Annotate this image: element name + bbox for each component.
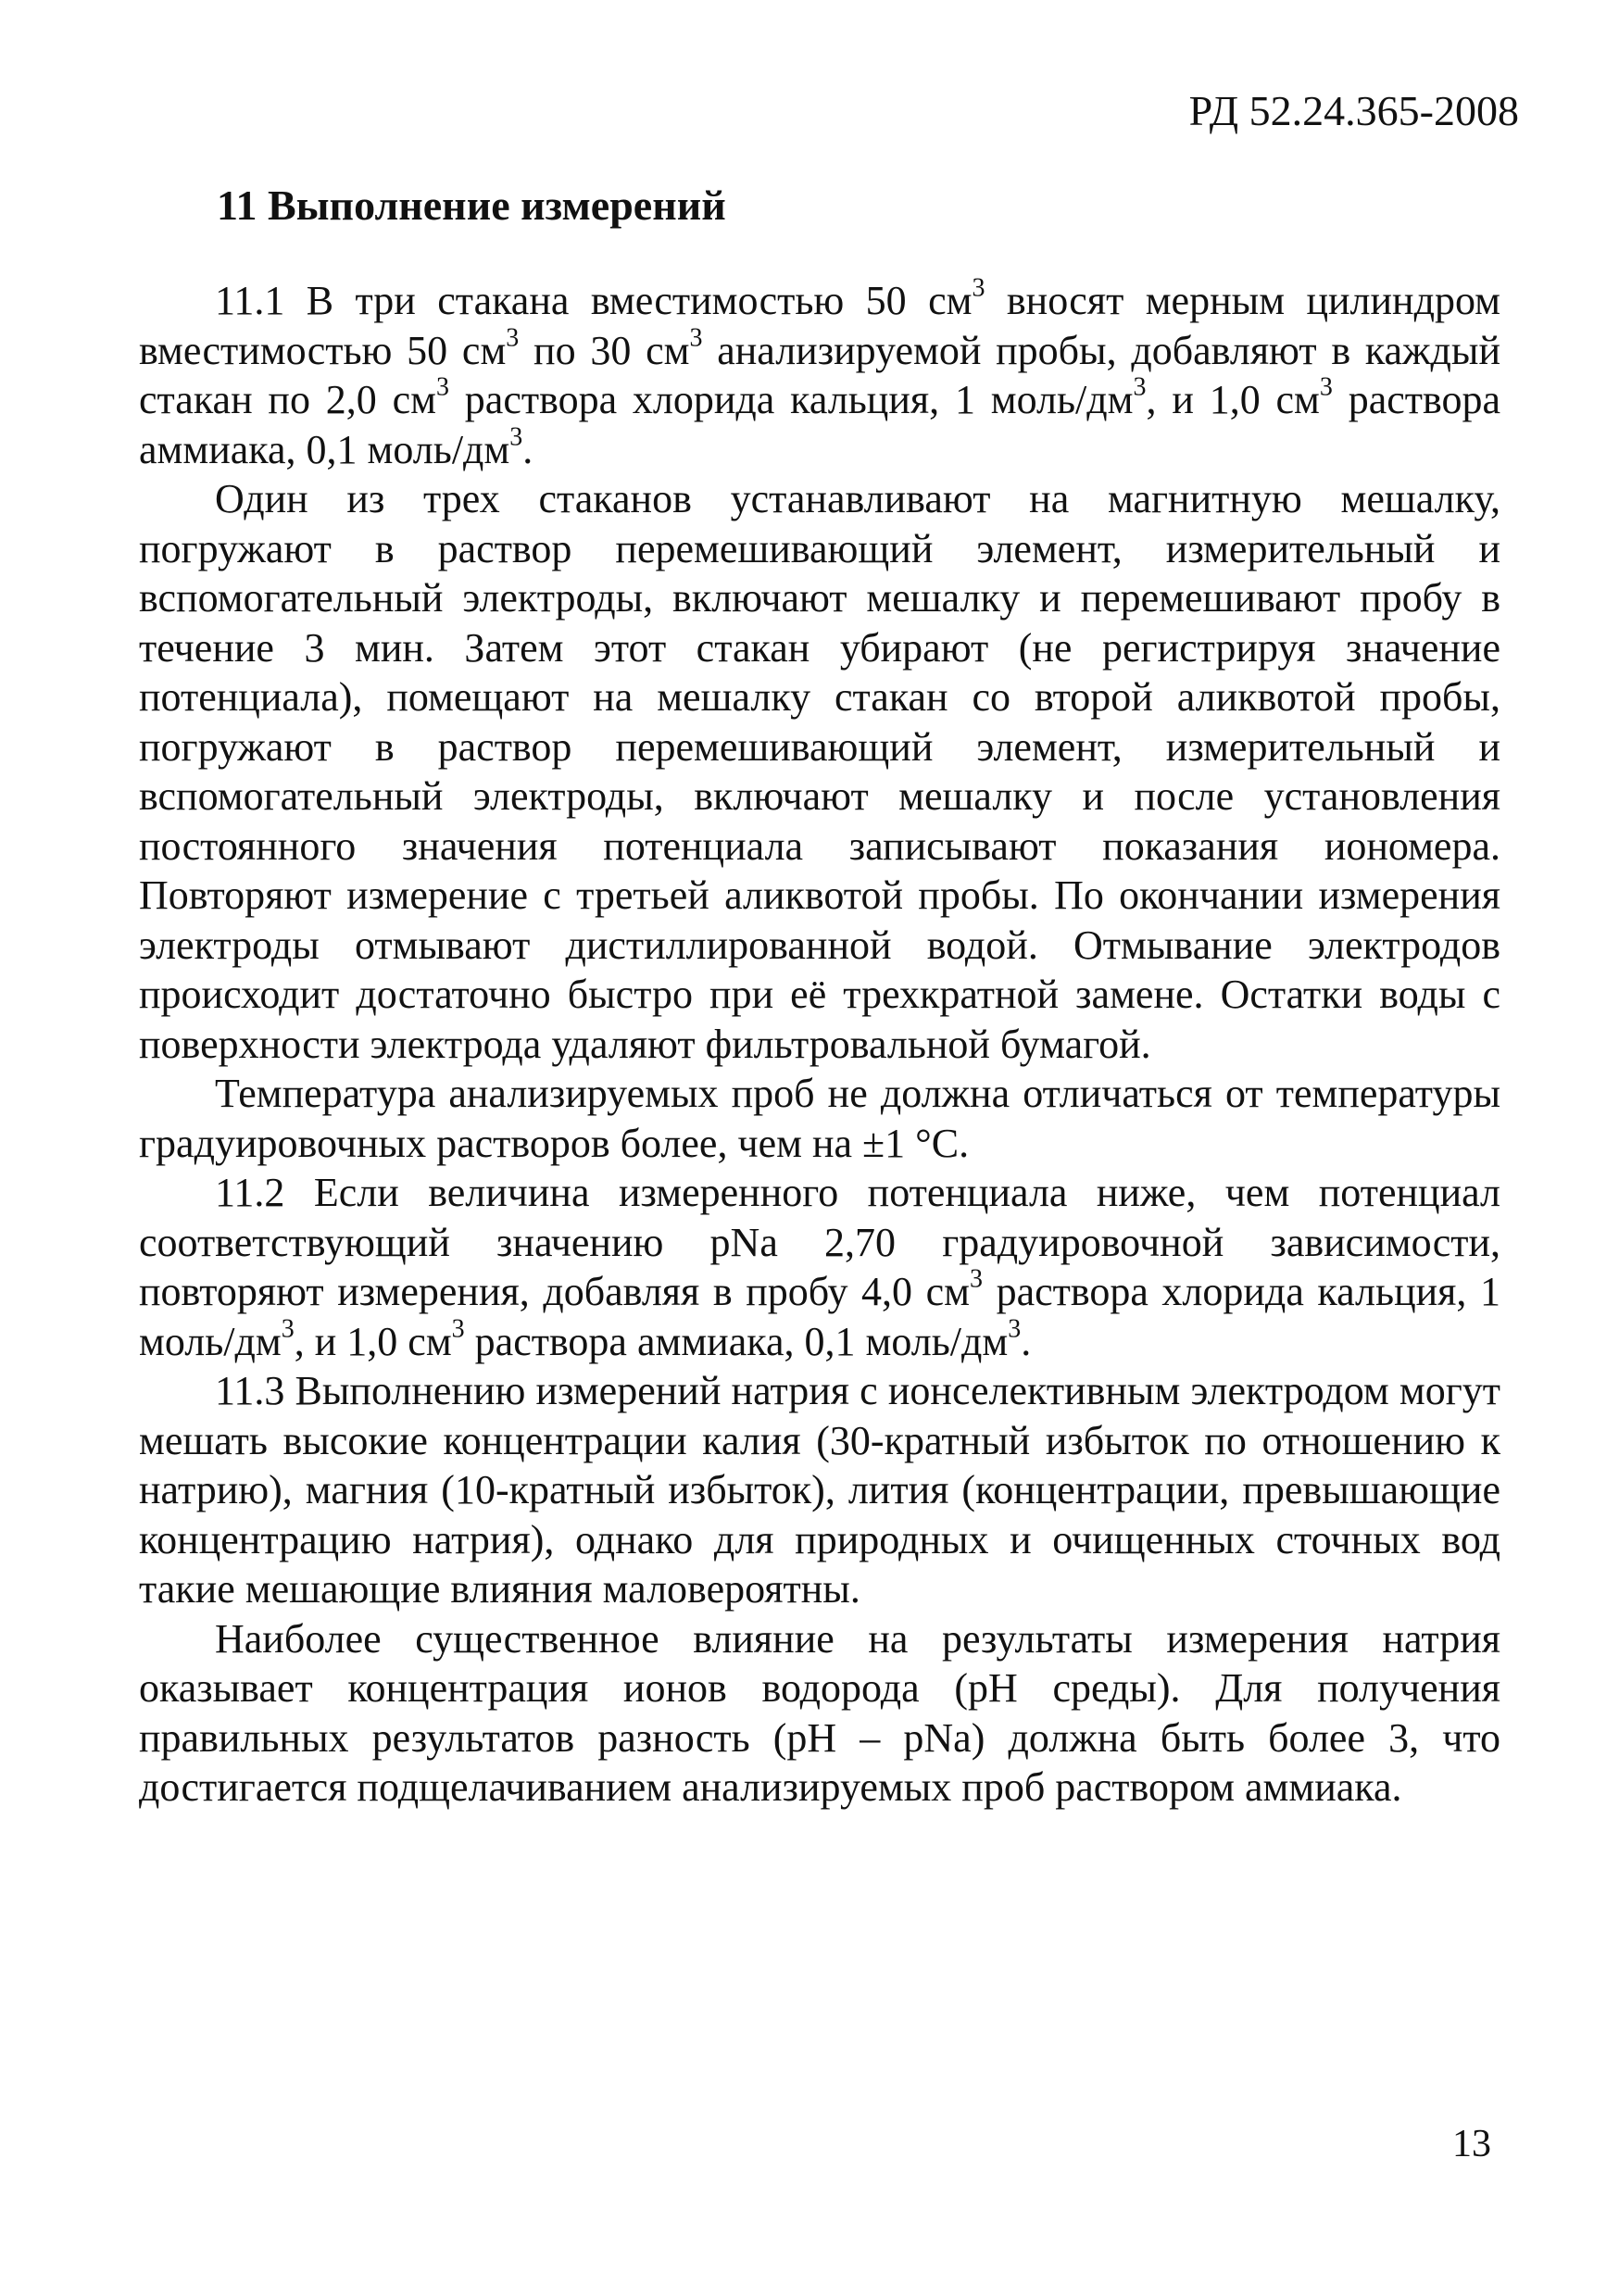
document-code: РД 52.24.365-2008 [1188, 87, 1519, 134]
text-run: раствора хлорида кальция, 1 моль/дм [139, 1269, 1500, 1364]
text-run: раствора аммиака, 0,1 моль/дм [464, 1318, 1009, 1364]
paragraph-ph-influence: Наиболее существенное влияние на результаты измерения натрия оказывает концентрация ионов водорода (рН среды). Для получения правильных результатов разность (рН – pNa) должна быть более 3, что достигается подщелачиванием анализируемых проб раствором аммиака. [139, 1615, 1500, 1810]
superscript: 3 [509, 421, 523, 451]
superscript: 3 [969, 1264, 983, 1294]
text-run: , и 1,0 см [1146, 377, 1320, 422]
text-run: вносят мерным цилиндром вместимостью 50 см [139, 278, 1500, 373]
superscript: 3 [451, 1313, 465, 1343]
text-run: по 30 см [519, 327, 690, 373]
text-run: анализируемой пробы, добавляют в каждый стакан по 2,0 см [139, 327, 1500, 422]
body-text [139, 273, 1500, 1813]
paragraph-11-3: 11.3 Выполнению измерений натрия с ионселективным электродом могут мешать высокие концентрации калия (30-кратный избыток по отношению к натрию), магния (10-кратный избыток), лития (концентрации, превышающие концентрацию натрия), однако для природных и очищенных сточных вод такие мешающие влияния маловероятны. [139, 1368, 1500, 1612]
paragraph-temperature: Температура анализируемых проб не должна отличаться от температуры градуировочных растворов более, чем на ±1 °С. [139, 1071, 1500, 1166]
page-number: 13 [1452, 2123, 1491, 2165]
paragraph-11-2 [139, 1168, 1500, 1366]
superscript: 3 [1133, 372, 1147, 402]
text-run: . [522, 426, 533, 472]
paragraph-11-1 [139, 273, 1500, 474]
superscript: 3 [972, 273, 985, 303]
text-run: раствора аммиака, 0,1 моль/дм [139, 377, 1500, 472]
superscript: 3 [1008, 1313, 1022, 1343]
text-run: . [1021, 1318, 1032, 1364]
superscript: 3 [435, 372, 449, 402]
paragraph-procedure: Один из трех стаканов устанавливают на магнитную мешалку, погружают в раствор перемешивающий элемент, измерительный и вспомогательный электроды, включают мешалку и перемешивают пробу в течение 3 мин. Затем этот стакан убирают (не регистрируя значение потенциала), помещают на мешалку стакан со второй аликвотой пробы, погружают в раствор перемешивающий элемент, измерительный и вспомогательный электроды, включают мешалку и после установления постоянного значения потенциала записывают показания иономера. Повторяют измерение с третьей аликвотой пробы. По окончании измерения электроды отмывают дистиллированной водой. Отмывание электродов происходит достаточно быстро при её трехкратной замене. Остатки воды с поверхности электрода удаляют фильтровальной бумагой. [139, 476, 1500, 1067]
section-title: 11 Выполнение измерений [217, 182, 726, 229]
text-run: раствора хлорида кальция, 1 моль/дм [448, 377, 1134, 422]
superscript: 3 [1319, 372, 1333, 402]
text-run: 11.2 Если величина измеренного потенциала ниже, чем потенциал соответствующий значению pNa 2,70 градуировочной зависимости, повторяют измерения, добавляя в пробу 4,0 см [139, 1170, 1500, 1314]
text-run: 11.1 В три стакана вместимостью 50 см [215, 278, 973, 323]
superscript: 3 [506, 322, 520, 352]
superscript: 3 [689, 322, 703, 352]
superscript: 3 [281, 1313, 295, 1343]
text-run: , и 1,0 см [294, 1318, 452, 1364]
